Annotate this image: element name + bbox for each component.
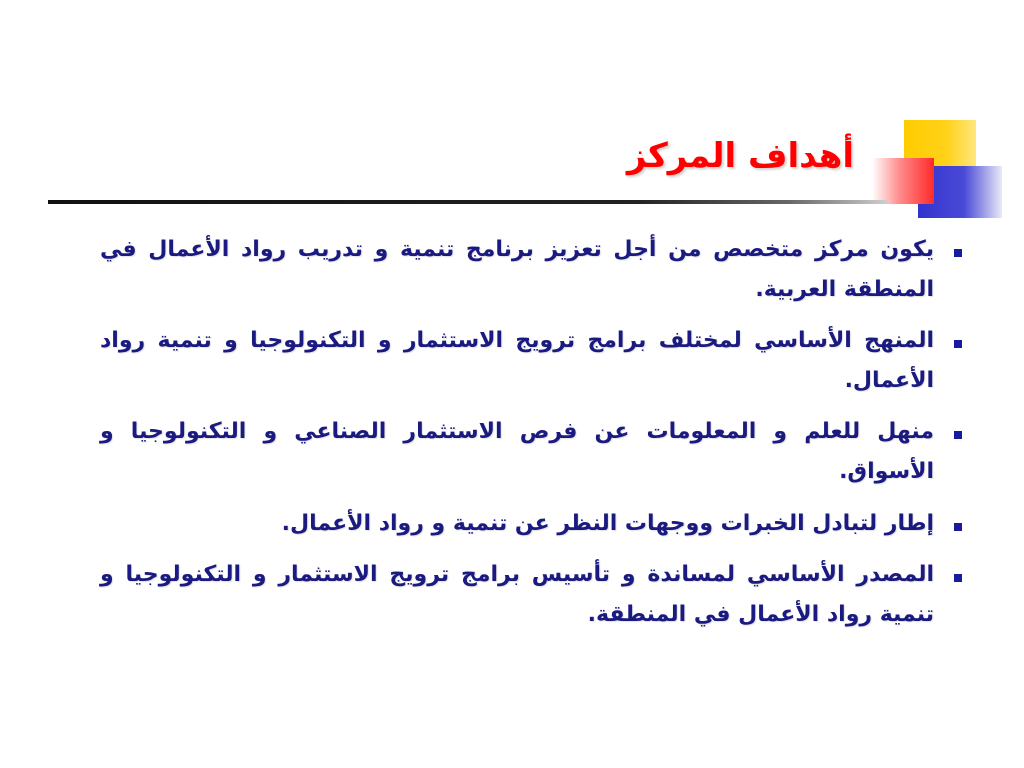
bullet-item bbox=[100, 504, 966, 544]
bullet-text: منهل للعلم و المعلومات عن فرص الاستثمار الصناعي و التكنولوجيا و الأسواق. bbox=[100, 419, 934, 484]
bullet-item bbox=[100, 412, 966, 491]
slide-title: أهداف المركز bbox=[626, 136, 854, 176]
bullet-item bbox=[100, 230, 966, 309]
bullet-item bbox=[100, 555, 966, 634]
decorative-red-square bbox=[872, 158, 934, 204]
bullet-text: المصدر الأساسي لمساندة و تأسيس برامج ترويج الاستثمار و التكنولوجيا و تنمية رواد الأعمال في المنطقة. bbox=[100, 562, 934, 627]
bullet-text: يكون مركز متخصص من أجل تعزيز برنامج تنمية و تدريب رواد الأعمال في المنطقة العربية. bbox=[100, 237, 934, 302]
bullet-square-icon bbox=[954, 431, 962, 439]
bullet-square-icon bbox=[954, 523, 962, 531]
title-divider bbox=[48, 200, 888, 204]
bullet-square-icon bbox=[954, 574, 962, 582]
bullet-text: المنهج الأساسي لمختلف برامج ترويج الاستثمار و التكنولوجيا و تنمية رواد الأعمال. bbox=[100, 328, 934, 393]
bullet-item bbox=[100, 321, 966, 400]
bullet-square-icon bbox=[954, 340, 962, 348]
bullet-text: إطار لتبادل الخبرات ووجهات النظر عن تنمية و رواد الأعمال. bbox=[281, 510, 934, 536]
bullet-list bbox=[100, 230, 966, 646]
bullet-square-icon bbox=[954, 249, 962, 257]
